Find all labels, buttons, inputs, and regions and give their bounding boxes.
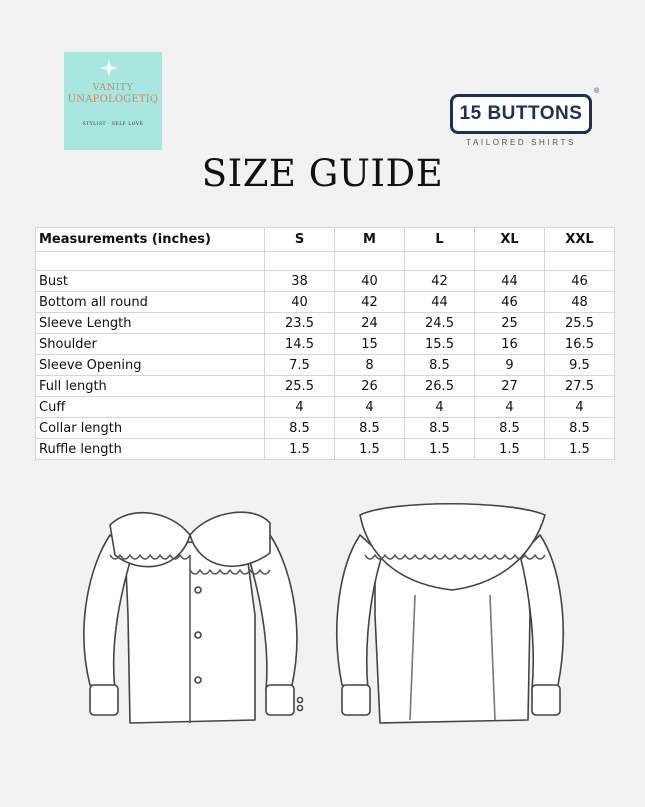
shirt-front-sketch	[84, 512, 303, 723]
table-row	[36, 313, 615, 334]
measurement-value: 4	[545, 397, 615, 418]
measurement-value: 25.5	[265, 376, 335, 397]
size-table	[35, 227, 615, 460]
measurement-value: 38	[265, 271, 335, 292]
size-header: XXL	[545, 228, 615, 252]
shirt-sketch-illustration	[70, 495, 580, 735]
shirt-back-sketch	[337, 504, 563, 723]
size-header: L	[405, 228, 475, 252]
measurement-value: 8.5	[335, 418, 405, 439]
measurement-value: 4	[335, 397, 405, 418]
size-header: S	[265, 228, 335, 252]
measurement-value: 8.5	[545, 418, 615, 439]
measurement-label: Bottom all round	[36, 292, 265, 313]
measurement-value: 44	[475, 271, 545, 292]
measurement-value: 48	[545, 292, 615, 313]
measurement-value: 4	[475, 397, 545, 418]
table-row	[36, 292, 615, 313]
measurement-value: 40	[335, 271, 405, 292]
measurement-value: 44	[405, 292, 475, 313]
logo-line1: VANITY	[92, 82, 134, 93]
measurement-value: 25.5	[545, 313, 615, 334]
measurement-value: 40	[265, 292, 335, 313]
measurement-value: 27	[475, 376, 545, 397]
measurement-value: 1.5	[475, 439, 545, 460]
table-row	[36, 355, 615, 376]
logo-line2: UNAPOLOGETIQ	[67, 94, 159, 105]
measurement-value: 1.5	[405, 439, 475, 460]
registered-mark: ®	[594, 88, 600, 95]
measurement-value: 8	[335, 355, 405, 376]
size-header: XL	[475, 228, 545, 252]
measurement-value: 42	[335, 292, 405, 313]
table-row	[36, 397, 615, 418]
measurement-label: Shoulder	[36, 334, 265, 355]
table-header-label: Measurements (inches)	[36, 228, 265, 252]
table-spacer-row	[36, 252, 615, 271]
measurement-value: 23.5	[265, 313, 335, 334]
measurement-value: 1.5	[265, 439, 335, 460]
measurement-label: Bust	[36, 271, 265, 292]
table-row	[36, 376, 615, 397]
table-row	[36, 418, 615, 439]
15-buttons-tagline: TAILORED SHIRTS	[466, 138, 576, 147]
vanity-unapologetiq-logo	[64, 52, 162, 150]
table-row	[36, 271, 615, 292]
measurement-value: 4	[265, 397, 335, 418]
15-buttons-logo: 15 BUTTONS	[450, 94, 592, 134]
logo-tagline: STYLIST · SELF LOVE	[82, 122, 144, 127]
measurement-value: 46	[545, 271, 615, 292]
size-header: M	[335, 228, 405, 252]
measurement-value: 8.5	[405, 418, 475, 439]
table-row	[36, 439, 615, 460]
sparkle-icon	[94, 58, 124, 78]
measurement-value: 24.5	[405, 313, 475, 334]
measurement-value: 15	[335, 334, 405, 355]
measurement-value: 1.5	[545, 439, 615, 460]
measurement-label: Collar length	[36, 418, 265, 439]
measurement-value: 15.5	[405, 334, 475, 355]
measurement-value: 16	[475, 334, 545, 355]
table-header-row	[36, 228, 615, 252]
measurement-value: 26	[335, 376, 405, 397]
measurement-value: 42	[405, 271, 475, 292]
measurement-value: 8.5	[265, 418, 335, 439]
measurement-value: 16.5	[545, 334, 615, 355]
measurement-value: 24	[335, 313, 405, 334]
measurement-value: 14.5	[265, 334, 335, 355]
measurement-label: Sleeve Opening	[36, 355, 265, 376]
measurement-label: Full length	[36, 376, 265, 397]
measurement-value: 25	[475, 313, 545, 334]
measurement-value: 8.5	[475, 418, 545, 439]
measurement-value: 9	[475, 355, 545, 376]
measurement-value: 27.5	[545, 376, 615, 397]
measurement-value: 26.5	[405, 376, 475, 397]
measurement-value: 46	[475, 292, 545, 313]
measurement-label: Ruffle length	[36, 439, 265, 460]
measurement-value: 7.5	[265, 355, 335, 376]
page-title: SIZE GUIDE	[201, 152, 444, 195]
measurement-value: 1.5	[335, 439, 405, 460]
measurement-label: Cuff	[36, 397, 265, 418]
measurement-value: 8.5	[405, 355, 475, 376]
measurement-value: 9.5	[545, 355, 615, 376]
table-row	[36, 334, 615, 355]
measurement-value: 4	[405, 397, 475, 418]
measurement-label: Sleeve Length	[36, 313, 265, 334]
